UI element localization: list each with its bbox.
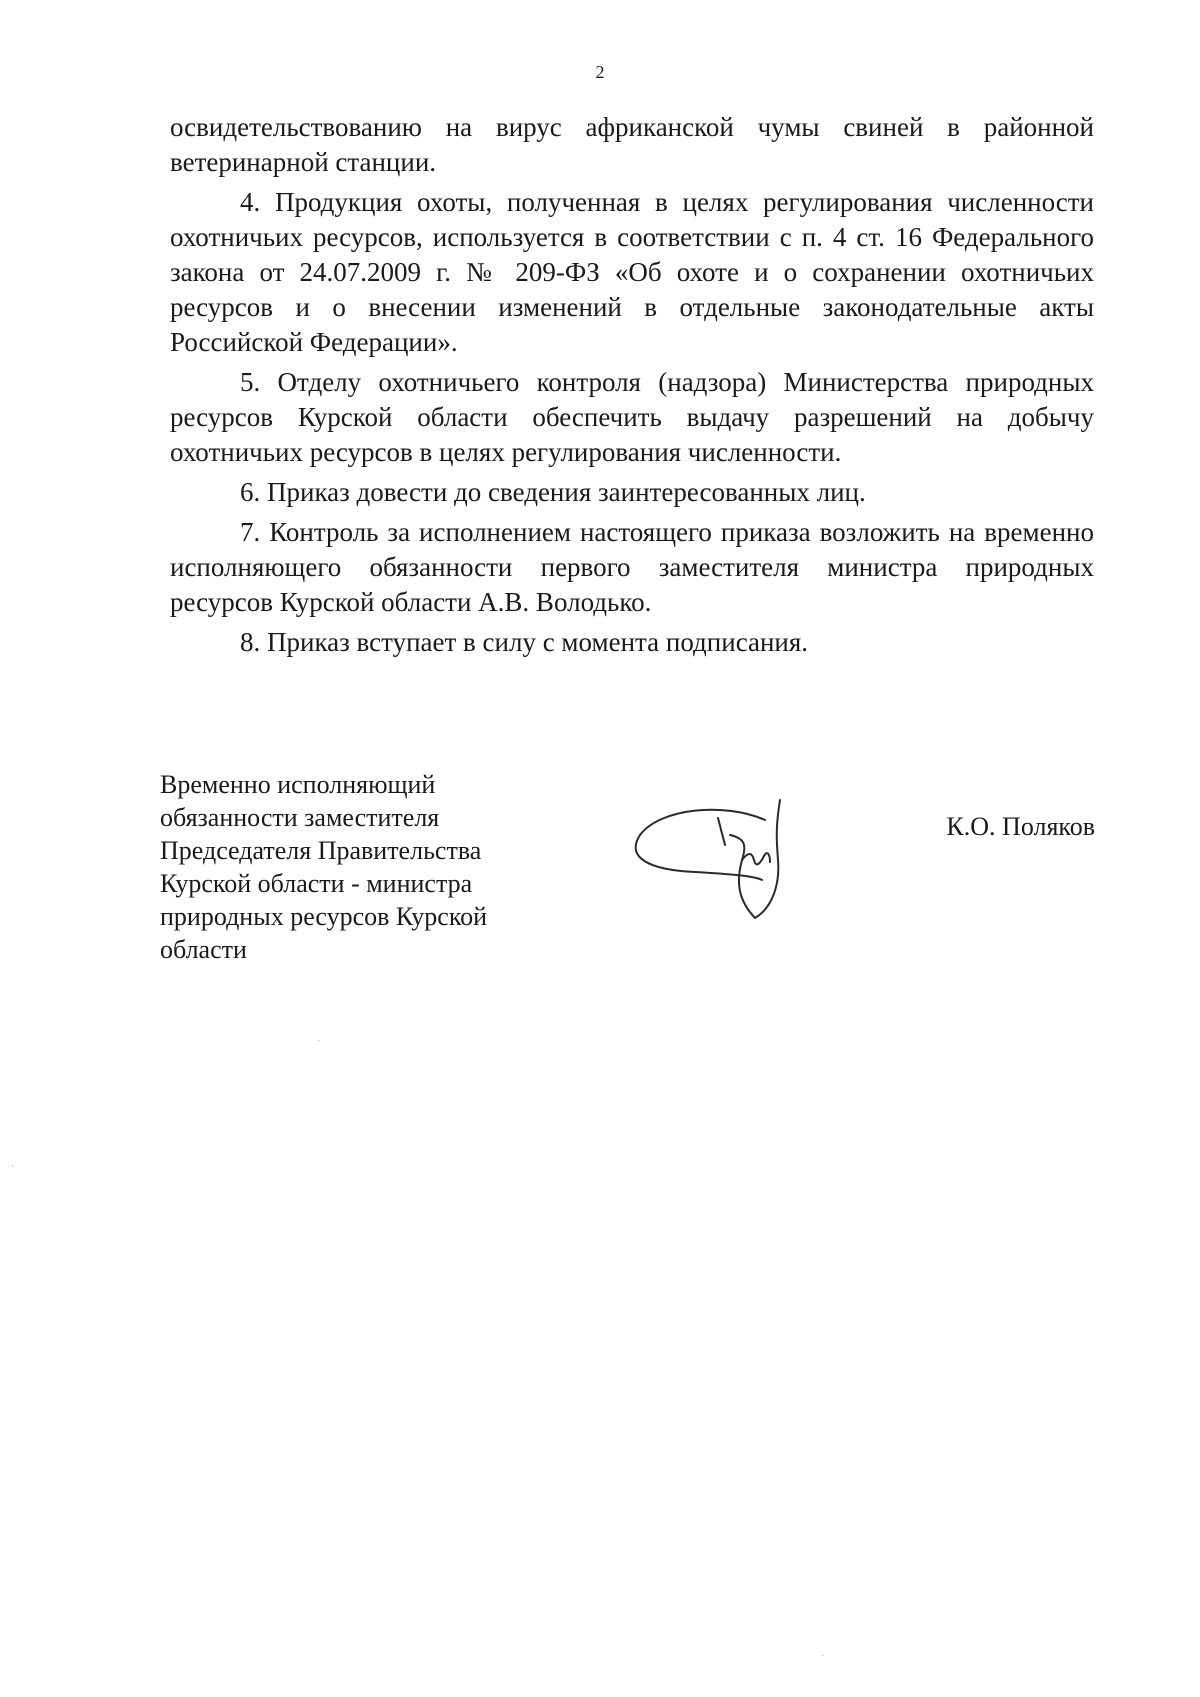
position-line: обязанности заместителя — [160, 803, 440, 832]
paragraph-continuation: освидетельствованию на вирус африканской чумы свиней в районной ветеринарной станции. — [170, 112, 1094, 177]
position-line: Временно исполняющий — [160, 770, 436, 799]
page-number: 2 — [595, 62, 605, 82]
position-line: природных ресурсов Курской — [160, 902, 488, 931]
position-line: области — [160, 935, 247, 964]
paragraph-item-4: 4. Продукция охоты, полученная в целях регулирования численности охотничьих ресурсов, используется в соответствии с п. 4 ст. 16 Федерального закона от 24.07.2009 г. № 209-ФЗ «Об охоте и о сохранении охотничьих ресурсов и о внесении изменений в отдельные законодательные акты Российской Федерации». — [170, 187, 1094, 357]
position-line: Курской области - министра — [160, 869, 473, 898]
signer-name: К.О. Поляков — [946, 812, 1095, 841]
paragraph-item-7: 7. Контроль за исполнением настоящего приказа возложить на временно исполняющего обязанности первого заместителя министра природных ресурсов Курской области А.В. Володько. — [170, 517, 1094, 617]
scan-speck — [318, 1040, 320, 1041]
scan-speck — [822, 1655, 824, 1656]
order-body-text — [170, 110, 1094, 665]
position-line: Председателя Правительства — [160, 836, 482, 865]
paragraph-item-5: 5. Отделу охотничьего контроля (надзора) Министерства природных ресурсов Курской области обеспечить выдачу разрешений на добычу охотничьих ресурсов в целях регулирования численности. — [170, 367, 1094, 467]
scan-speck — [12, 1165, 13, 1167]
paragraph-item-6: 6. Приказ довести до сведения заинтересованных лиц. — [240, 477, 866, 507]
signatory-position — [160, 768, 680, 966]
handwritten-signature — [630, 790, 840, 940]
paragraph-item-8: 8. Приказ вступает в силу с момента подписания. — [240, 627, 809, 657]
